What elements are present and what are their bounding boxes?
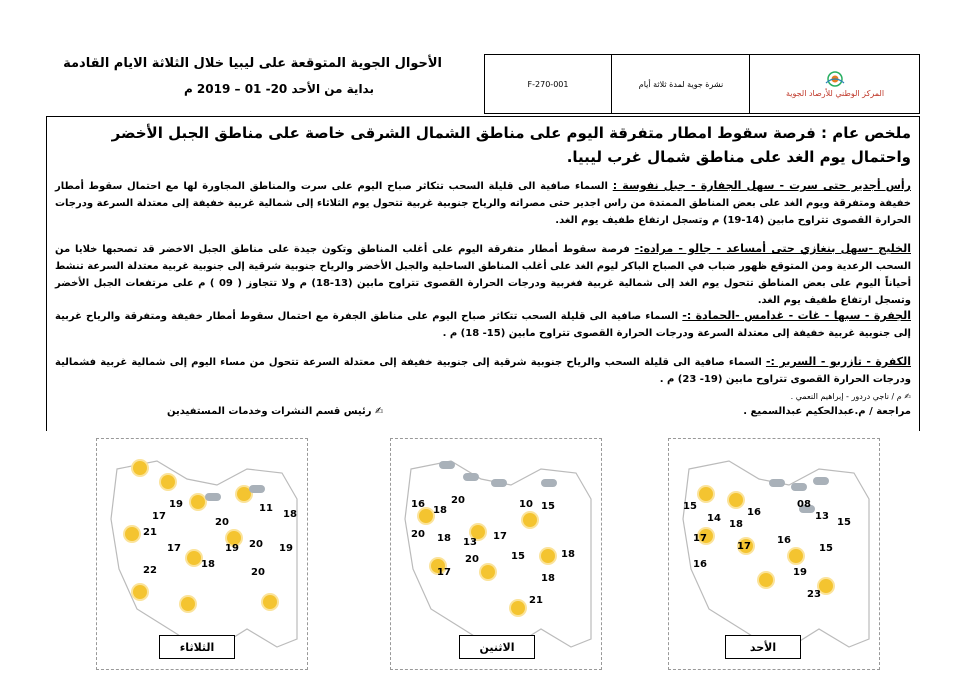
region-paragraph-east — [55, 240, 911, 309]
sun-icon — [481, 565, 495, 579]
sun-icon — [263, 595, 277, 609]
sun-icon — [729, 493, 743, 507]
sun-icon — [789, 549, 803, 563]
cloud-icon — [205, 493, 221, 501]
day-label-sunday: الأحد — [725, 635, 801, 659]
general-summary: ملخص عام : فرصة سقوط امطار متفرقة اليوم على مناطق الشمال الشرقى خاصة على مناطق الجبل الأخضر واحتمال يوم الغد على مناطق شمال غرب ليبيا. — [111, 124, 911, 166]
meteorology-logo-icon — [822, 71, 848, 87]
forecast-content — [46, 116, 920, 431]
sun-icon — [133, 461, 147, 475]
day-label-tuesday: الثلاثاء — [159, 635, 235, 659]
cloud-icon — [791, 483, 807, 491]
temperature-label: 20 — [451, 495, 465, 506]
forecast-maps — [96, 438, 936, 670]
map-tuesday — [96, 438, 308, 670]
region-text: السماء صافية الى قليلة السحب تتكاثر صباح اليوم على مناطق الجفرة مع احتمال سقوط أمطار خفيفة ومتفرقة والرياح غربية إلى جنوبية غربية خفيفة إلى معتدلة السرعة ودرجات الحرارة القصوى تتراوح مابين (15- 18) م . — [55, 311, 911, 339]
map-monday — [390, 438, 602, 670]
cloud-icon — [813, 477, 829, 485]
temperature-label: 19 — [225, 543, 239, 554]
sun-icon — [187, 551, 201, 565]
day-label-monday: الاثنين — [459, 635, 535, 659]
sun-icon — [133, 585, 147, 599]
sun-icon — [419, 509, 433, 523]
temperature-label: 17 — [693, 533, 707, 544]
temperature-label: 20 — [215, 517, 229, 528]
cloud-icon — [491, 479, 507, 487]
temperature-label: 23 — [807, 589, 821, 600]
sun-icon — [819, 579, 833, 593]
region-name: الجفرة - سبها - غات - غدامس -الحمادة :- — [682, 309, 911, 322]
temperature-label: 08 — [797, 499, 811, 510]
temperature-label: 15 — [541, 501, 555, 512]
temperature-label: 13 — [463, 537, 477, 548]
temperature-label: 20 — [411, 529, 425, 540]
temperature-label: 20 — [249, 539, 263, 550]
temperature-label: 17 — [737, 541, 751, 552]
sun-icon — [181, 597, 195, 611]
region-name: الكفرة - تازربو - السرير :- — [765, 355, 911, 368]
temperature-label: 20 — [465, 554, 479, 565]
temperature-label: 13 — [815, 511, 829, 522]
region-name: الخليج -سهل بنغازي حتى أمساعد - جالو - مراده:- — [634, 242, 911, 255]
sun-icon — [523, 513, 537, 527]
temperature-label: 17 — [167, 543, 181, 554]
page-title: الأحوال الجوية المتوقعة على ليبيا خلال الثلاثة الايام القادمة — [63, 56, 442, 71]
region-paragraph-west — [55, 177, 911, 229]
head-signature: ✍ رئيس قسم النشرات وخدمات المستفيدين — [167, 406, 384, 417]
temperature-label: 18 — [729, 519, 743, 530]
temperature-label: 18 — [561, 549, 575, 560]
region-text: السماء صافية الى قليلة السحب تتكاثر صباح اليوم على سرت والمناطق المجاورة لها مع احتمال سقوط أمطار خفيفة ومتفرقة ويوم الغد على بعض المناطق الممتدة من راس اجدير حتى مصراته والرياح جنوبية غربية تتحول يوم الثلاثاء إلى شمالية غربية خفيفة إلى معتدلة السرعة ودرجات الحرارة القصوى تتراوح مابين (14-19) م وتسجل ارتفاع طفيف يوم الغد. — [55, 181, 911, 226]
center-logo — [749, 55, 920, 113]
sun-icon — [759, 573, 773, 587]
sun-icon — [511, 601, 525, 615]
cloud-icon — [249, 485, 265, 493]
reviewer-signature: مراجعة / م.عبدالحكيم عبدالسميع . — [743, 406, 911, 417]
sun-icon — [191, 495, 205, 509]
temperature-label: 19 — [169, 499, 183, 510]
temperature-label: 19 — [793, 567, 807, 578]
region-paragraph-central — [55, 307, 911, 342]
temperature-label: 11 — [259, 503, 273, 514]
sun-icon — [541, 549, 555, 563]
region-name: رأس أجدير حتى سرت - سهل الجفارة - جبل نفوسة : — [612, 179, 911, 192]
sun-icon — [699, 487, 713, 501]
temperature-label: 18 — [283, 509, 297, 520]
temperature-label: 18 — [437, 533, 451, 544]
bulletin-type: نشرة جوية لمدة ثلاثة أيام — [611, 55, 750, 113]
start-date: بداية من الأحد 20- 01 – 2019 م — [183, 82, 374, 96]
temperature-label: 16 — [777, 535, 791, 546]
header-box — [484, 54, 920, 114]
temperature-label: 16 — [747, 507, 761, 518]
temperature-label: 17 — [152, 511, 166, 522]
bulletin-sheet — [28, 40, 934, 670]
temperature-label: 10 — [519, 499, 533, 510]
temperature-label: 16 — [411, 499, 425, 510]
region-text: السماء صافية الى قليلة السحب والرياح جنوبية شرقية إلى جنوبية خفيفة إلى معتدلة السرعة تتحول من مساء اليوم إلى شمالية غربية فشمالية ودرجات الحرارة القصوى تتراوح مابين (19- 23) م . — [55, 357, 911, 385]
cloud-icon — [541, 479, 557, 487]
temperature-label: 18 — [201, 559, 215, 570]
form-code: F-270-001 — [527, 79, 569, 89]
temperature-label: 21 — [143, 527, 157, 538]
temperature-label: 16 — [693, 559, 707, 570]
temperature-label: 18 — [541, 573, 555, 584]
cloud-icon — [463, 473, 479, 481]
region-paragraph-south — [55, 353, 911, 388]
temperature-label: 14 — [707, 513, 721, 524]
temperature-label: 19 — [279, 543, 293, 554]
temperature-label: 22 — [143, 565, 157, 576]
region-text: فرصة سقوط أمطار متفرقة اليوم على أغلب المناطق وتكون جيدة على مناطق الجبل الاخضر قد تصحبها خلايا من السحب الرعدية ومن المتوقع ظهور ضباب في الصباح الباكر ليوم الغد على أغلب المناطق الساحلية والجبل الأخضر والرياح جنوبية شرقية إلى جنوبية غربية معتدلة السرعة تنشط أحياناً اليوم على بعض المناطق تتحول يوم الغد إلى شمالية غربية فغربية ودرجات الحرارة القصوى تتراوح مابين (13-18) م ولا تتجاوز ( 09 ) م على مرتفعات الجبل الأخضر وتسجل ارتفاع طفيف يوم الغد. — [55, 244, 912, 306]
temperature-label: 20 — [251, 567, 265, 578]
sun-icon — [125, 527, 139, 541]
temperature-label: 21 — [529, 595, 543, 606]
forecasters-signature: ✍ م / ناجي دردور - إبراهيم النعمي . — [790, 392, 911, 401]
temperature-label: 15 — [837, 517, 851, 528]
temperature-label: 18 — [433, 505, 447, 516]
sun-icon — [161, 475, 175, 489]
temperature-label: 15 — [683, 501, 697, 512]
temperature-label: 15 — [819, 543, 833, 554]
temperature-label: 17 — [437, 567, 451, 578]
cloud-icon — [439, 461, 455, 469]
temperature-label: 15 — [511, 551, 525, 562]
temperature-label: 17 — [493, 531, 507, 542]
center-name: المركز الوطني للأرصاد الجوية — [785, 88, 885, 98]
map-sunday — [668, 438, 880, 670]
cloud-icon — [769, 479, 785, 487]
